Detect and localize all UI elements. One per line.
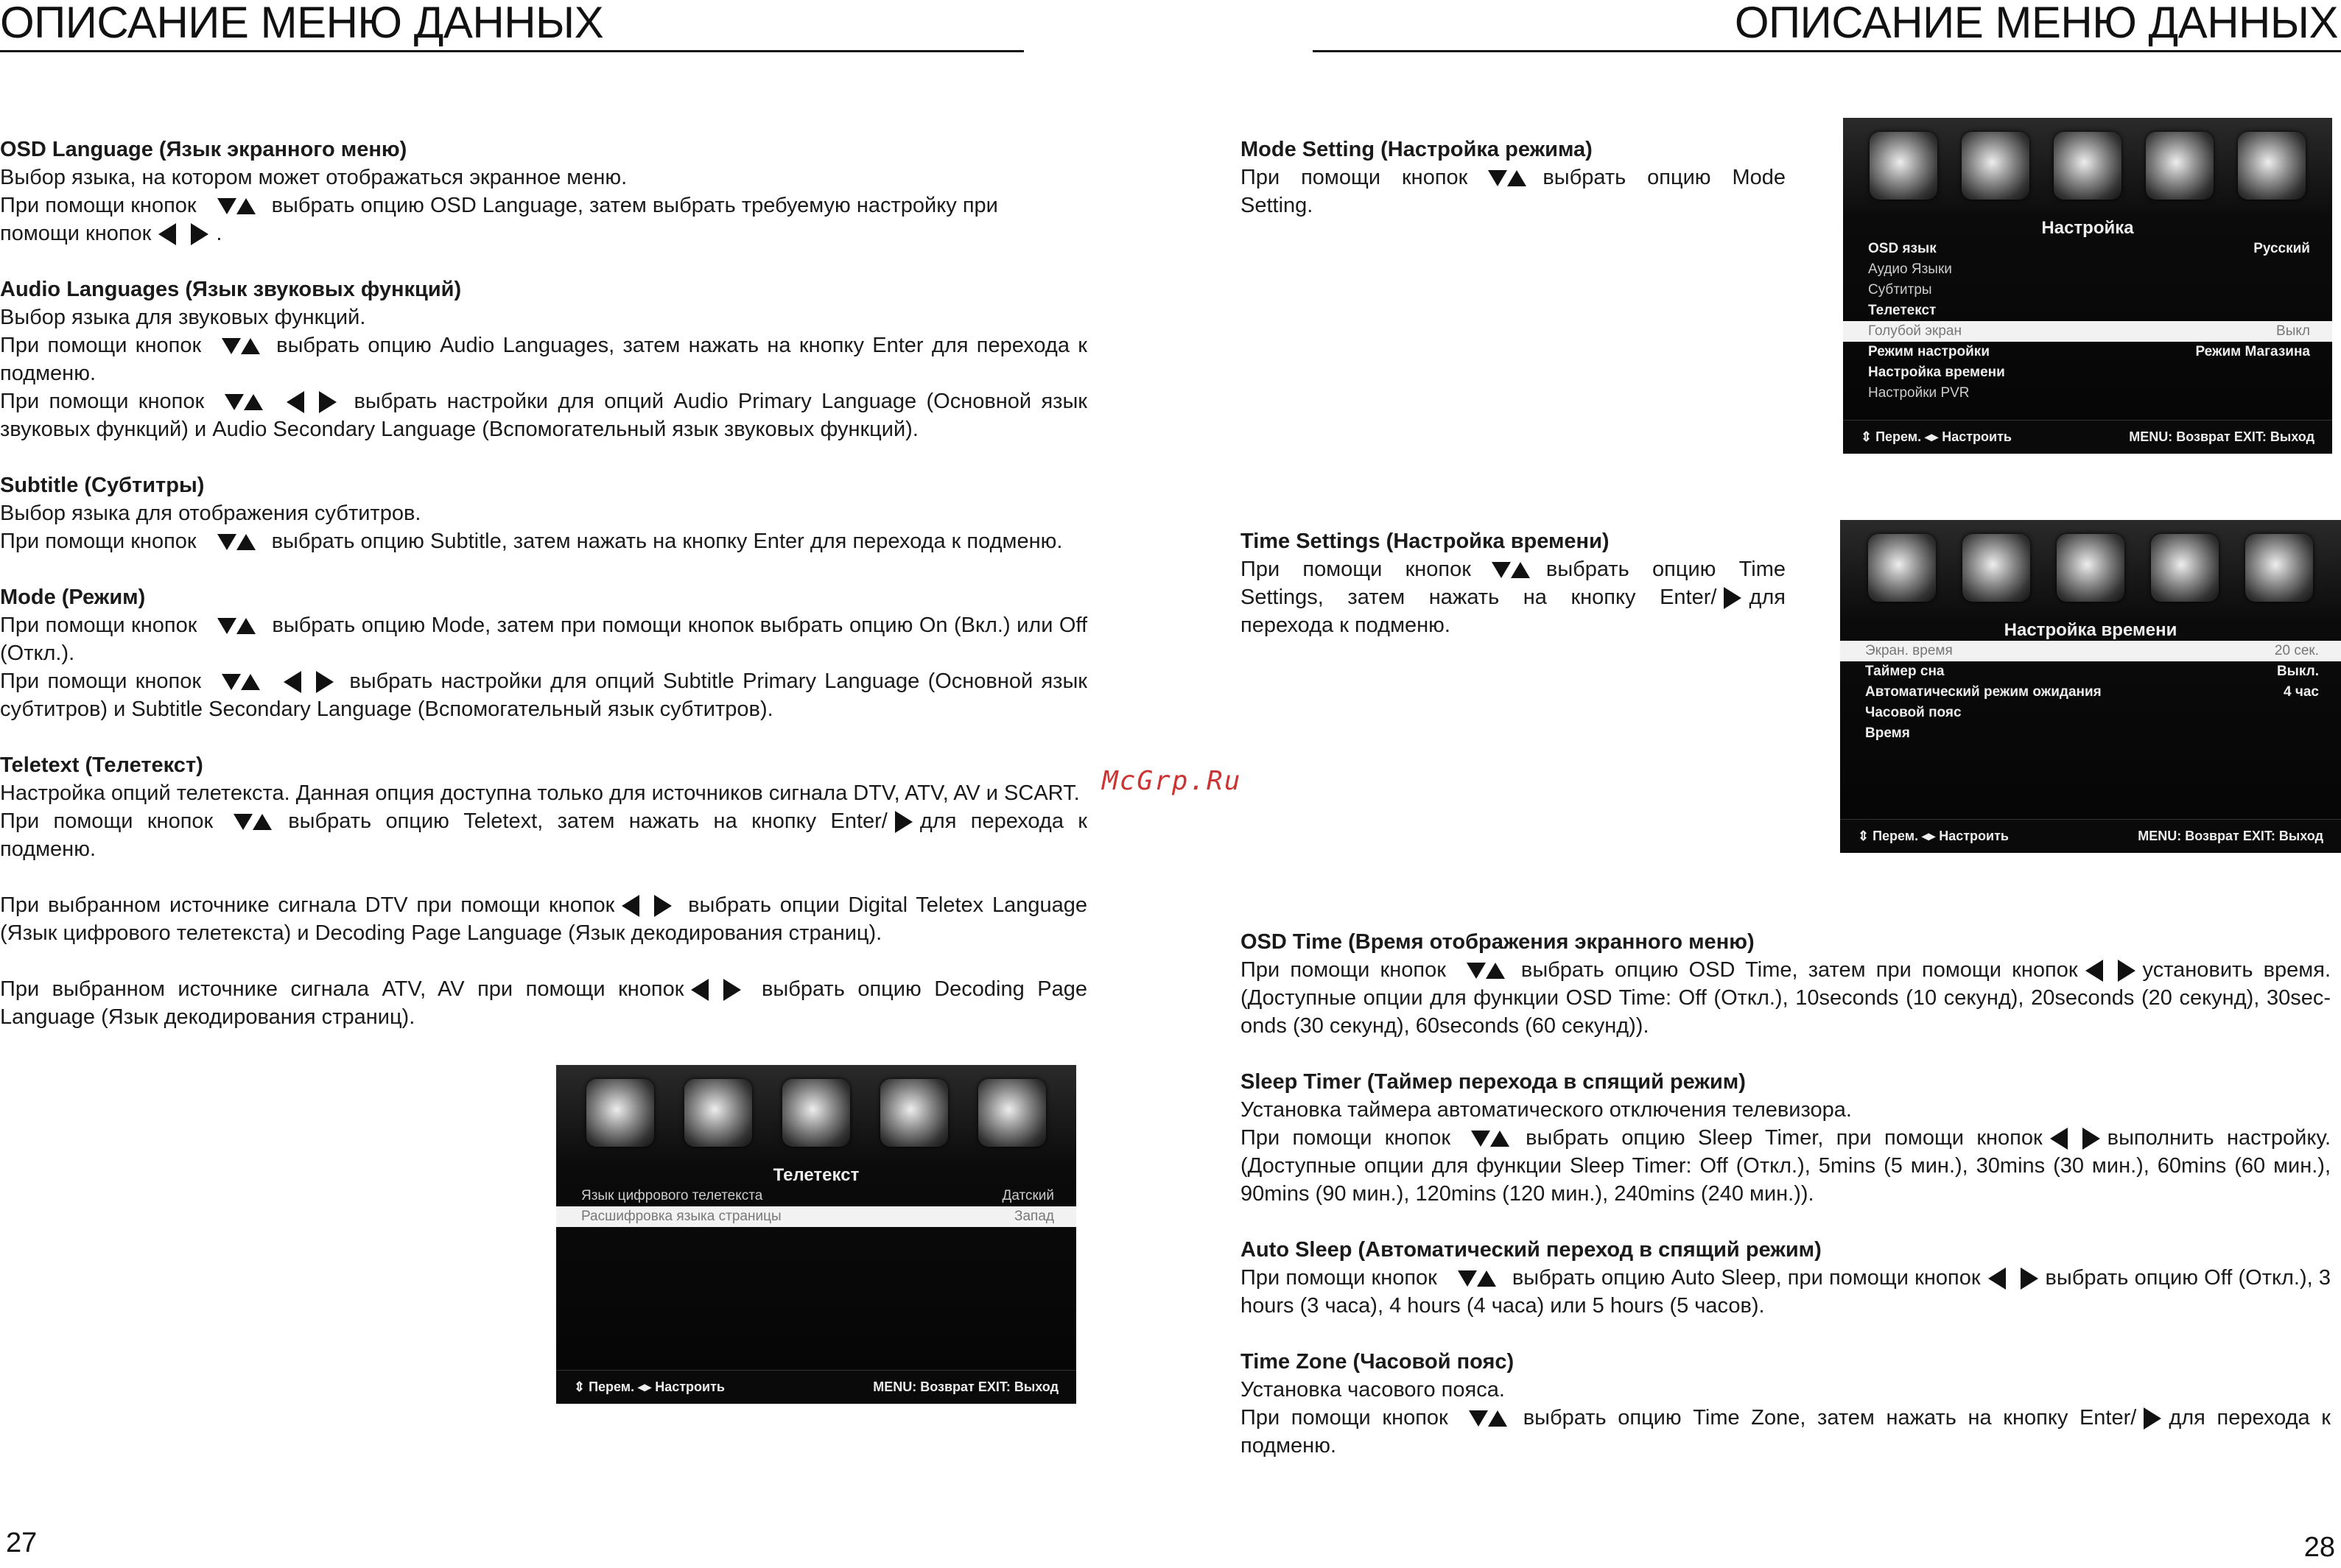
- lock-icon: [880, 1079, 948, 1147]
- up-arrow-icon: [1490, 1131, 1509, 1147]
- gear-icon: [2238, 132, 2306, 200]
- left-arrow-icon: [2050, 1128, 2068, 1150]
- gear-icon: [2245, 534, 2313, 602]
- section-title: Sleep Timer (Таймер перехода в спящий режим): [1240, 1070, 1746, 1094]
- lock-icon: [2146, 132, 2214, 200]
- sound-icon: [1962, 132, 2029, 200]
- text: Настройка опций телетекста. Данная опция доступна только для источников сигнала DTV, ATV, AV и SCART.: [0, 781, 1080, 805]
- right-arrow-icon: [316, 671, 334, 693]
- section-title: OSD Language (Язык экранного меню): [0, 138, 407, 161]
- down-arrow-icon: [1467, 963, 1486, 979]
- down-arrow-icon: [225, 394, 244, 410]
- menu-title: Настройка времени: [2004, 620, 2177, 640]
- up-arrow-icon: [1477, 1270, 1496, 1287]
- menu-title: Настройка: [2041, 218, 2134, 238]
- left-column: [0, 136, 1087, 1059]
- up-arrow-icon: [253, 814, 272, 830]
- left-arrow-icon: [691, 979, 709, 1001]
- menu-row: Аудио Языки: [1868, 261, 1952, 277]
- time-menu-screenshot: [1840, 520, 2341, 853]
- section-title: Subtitle (Субтитры): [0, 474, 205, 497]
- right-arrow-icon: [319, 391, 337, 413]
- watermark: McGrp.Ru: [1102, 766, 1242, 796]
- down-arrow-icon: [1458, 1270, 1477, 1287]
- menu-row: Автоматический режим ожидания 4 час: [1865, 684, 2319, 700]
- page-title-right: ОПИСАНИЕ МЕНЮ ДАННЫХ: [1734, 0, 2338, 47]
- sound-icon: [1962, 534, 2030, 602]
- right-arrow-icon: [2118, 960, 2135, 982]
- menu-footer: ⇕ Перем. ◂▸ Настроить MENU: Возврат EXIT: Выход: [556, 1370, 1076, 1404]
- left-arrow-icon: [1988, 1268, 2006, 1290]
- down-arrow-icon: [1488, 170, 1507, 186]
- teletext-dtv-paragraph: [0, 891, 1087, 947]
- audio-languages-section: [0, 275, 1087, 443]
- channel-icon: [2057, 534, 2124, 602]
- picture-icon: [1868, 534, 1936, 602]
- gear-icon: [978, 1079, 1046, 1147]
- up-arrow-icon: [1488, 1410, 1507, 1427]
- text: При выбранном источнике сигнала ATV, AV при помощи кнопок выбрать опцию Decoding Page Language (Язык декодирования страниц).: [0, 977, 1087, 1029]
- menu-row: Настройка времени: [1868, 365, 2005, 380]
- left-arrow-icon: [2085, 960, 2103, 982]
- lock-icon: [2151, 534, 2219, 602]
- section-title: Mode Setting (Настройка режима): [1240, 138, 1593, 161]
- menu-icon-strip: [1840, 520, 2341, 616]
- header-rule-right: [1313, 50, 2341, 52]
- down-arrow-icon: [217, 618, 236, 634]
- section-title: OSD Time (Время отображения экранного меню): [1240, 930, 1755, 954]
- menu-icon-strip: [1843, 118, 2332, 214]
- down-arrow-icon: [1469, 1410, 1488, 1427]
- menu-icon-strip: [556, 1065, 1076, 1161]
- text: При помощи кнопок выбрать опцию Time Settings, затем нажать на кнопку Enter/ для перехода к подменю.: [1240, 558, 1786, 637]
- text: При помощи кнопок выбрать опцию Subtitle, затем нажать на кнопку Enter для перехода к подменю.: [0, 530, 1063, 553]
- setup-menu-screenshot: [1843, 118, 2332, 454]
- text: Выбор языка для звуковых функций.: [0, 306, 366, 329]
- left-arrow-icon: [622, 895, 639, 917]
- down-arrow-icon: [217, 198, 236, 214]
- up-arrow-icon: [236, 534, 256, 550]
- picture-icon: [1870, 132, 1937, 200]
- text: При помощи кнопок выбрать опцию Teletext, затем нажать на кнопку Enter/ для перехода к подменю.: [0, 809, 1087, 861]
- up-arrow-icon: [1507, 170, 1526, 186]
- right-column-bottom: [1240, 928, 2331, 1488]
- section-title: Teletext (Телетекст): [0, 753, 203, 777]
- text: При помощи кнопок выбрать опцию Auto Sleep, при помощи кнопок выбрать опцию Off (Откл.), 3 hours (3 часа), 4 hours (4 часа) или 5 hours (5 часов).: [1240, 1266, 2331, 1318]
- left-arrow-icon: [158, 223, 176, 245]
- menu-title: Телетекст: [773, 1165, 860, 1185]
- osd-time-section: [1240, 928, 2331, 1040]
- channel-icon: [2054, 132, 2121, 200]
- section-title: Mode (Режим): [0, 586, 146, 609]
- right-arrow-icon: [723, 979, 741, 1001]
- mode-setting-section: [1240, 136, 1786, 219]
- sleep-timer-section: [1240, 1068, 2331, 1208]
- text: При выбранном источнике сигнала DTV при помощи кнопок выбрать опции Digital Teletex Language (Язык цифрового телетекста) и Decoding Page Language (Язык декодирования страниц).: [0, 893, 1087, 945]
- left-arrow-icon: [284, 671, 301, 693]
- up-arrow-icon: [1511, 562, 1530, 578]
- menu-row: OSD язык Русский: [1868, 241, 2310, 256]
- menu-row: Часовой пояс: [1865, 705, 1962, 720]
- text: При помощи кнопок выбрать опцию Mode, затем при помощи кнопок выбрать опцию On (Вкл.) или Off (Откл.).: [0, 614, 1088, 665]
- text: При помощи кнопок выбрать опцию Time Zone, затем нажать на кнопку Enter/ для перехода к подменю.: [1240, 1406, 2331, 1458]
- up-arrow-icon: [241, 674, 260, 690]
- text: Установка часового пояса.: [1240, 1378, 1505, 1402]
- sound-icon: [684, 1079, 752, 1147]
- up-arrow-icon: [1486, 963, 1505, 979]
- auto-sleep-section: [1240, 1236, 2331, 1320]
- up-arrow-icon: [241, 338, 260, 354]
- section-title: Audio Languages (Язык звуковых функций): [0, 278, 462, 301]
- left-arrow-icon: [287, 391, 304, 413]
- menu-row: Субтитры: [1868, 282, 1932, 298]
- teletext-menu-screenshot: [556, 1065, 1076, 1404]
- menu-row: Таймер сна Выкл.: [1865, 664, 2319, 679]
- down-arrow-icon: [217, 534, 236, 550]
- section-title: Time Settings (Настройка времени): [1240, 530, 1610, 553]
- text: При помощи кнопок выбрать опцию Mode Setting.: [1240, 166, 1786, 217]
- channel-icon: [782, 1079, 850, 1147]
- menu-row: Язык цифрового телетекста Датский: [581, 1188, 1054, 1203]
- text: При помощи кнопок выбрать опцию OSD Time, затем при помощи кнопок установить время. (Доступные опции для функции OSD Time: Off (Откл.), 10seconds (10 секунд), 20seconds (20 секунд), 30sec-onds (30 секунд), 60seconds (60 секунд)).: [1240, 958, 2331, 1038]
- right-arrow-icon: [2082, 1128, 2100, 1150]
- down-arrow-icon: [222, 338, 241, 354]
- text: При помощи кнопок выбрать настройки для опций Subtitle Primary Language (Основной язык субтитров) и Subtitle Secondary Language (Вспомогательный язык субтитров).: [0, 669, 1087, 721]
- right-column-top: [1240, 136, 1786, 247]
- section-title: Auto Sleep (Автоматический переход в спящий режим): [1240, 1238, 1822, 1262]
- mode-section: [0, 583, 1087, 723]
- menu-row-selected: Расшифровка языка страницы Запад: [556, 1206, 1076, 1227]
- right-arrow-icon: [654, 895, 672, 917]
- subtitle-section: [0, 471, 1087, 555]
- right-arrow-icon: [2021, 1268, 2038, 1290]
- text: При помощи кнопок выбрать опцию OSD Language, затем выбрать требуемую настройку при: [0, 194, 998, 217]
- down-arrow-icon: [234, 814, 253, 830]
- menu-row: Телетекст: [1868, 303, 1937, 318]
- right-arrow-icon: [895, 811, 913, 833]
- up-arrow-icon: [236, 198, 256, 214]
- text: При помощи кнопок выбрать настройки для опций Audio Primary Language (Основной язык звуковых функций) и Audio Secondary Language (Вспомогательный язык звуковых функций).: [0, 390, 1087, 441]
- right-arrow-icon: [191, 223, 208, 245]
- page-number-right: 28: [2303, 1532, 2335, 1563]
- time-settings-section: [1240, 527, 1786, 639]
- up-arrow-icon: [236, 618, 256, 634]
- menu-row-selected: Голубой экран Выкл: [1843, 321, 2332, 342]
- menu-row: Настройки PVR: [1868, 385, 1970, 401]
- down-arrow-icon: [222, 674, 241, 690]
- right-arrow-icon: [1724, 587, 1741, 609]
- right-arrow-icon: [2144, 1407, 2161, 1430]
- osd-language-section: [0, 136, 1087, 247]
- teletext-atv-paragraph: [0, 975, 1087, 1031]
- text: Установка таймера автоматического отключения телевизора.: [1240, 1098, 1852, 1122]
- header-rule-left: [0, 50, 1024, 52]
- teletext-section: [0, 751, 1087, 863]
- text: помощи кнопок .: [0, 222, 222, 245]
- time-zone-section: [1240, 1348, 2331, 1460]
- up-arrow-icon: [244, 394, 263, 410]
- text: При помощи кнопок выбрать опцию Sleep Timer, при помощи кнопок выполнить настройку. (Доступные опции для функции Sleep Timer: Off (Откл.), 5mins (5 мин.), 30mins (30 мин.), 60mins (60 мин.), 90mins (90 мин.), 120mins (120 мин.), 240mins (240 мин.)).: [1240, 1126, 2331, 1206]
- menu-footer: ⇕ Перем. ◂▸ Настроить MENU: Возврат EXIT: Выход: [1840, 819, 2341, 853]
- menu-row-selected: Экран. время 20 сек.: [1840, 641, 2341, 661]
- text: Выбор языка для отображения субтитров.: [0, 502, 421, 525]
- text: Выбор языка, на котором может отображаться экранное меню.: [0, 166, 628, 189]
- down-arrow-icon: [1471, 1131, 1490, 1147]
- picture-icon: [586, 1079, 654, 1147]
- menu-row: Режим настройки Режим Магазина: [1868, 344, 2310, 359]
- menu-footer: ⇕ Перем. ◂▸ Настроить MENU: Возврат EXIT: Выход: [1843, 420, 2332, 454]
- page-title-left: ОПИСАНИЕ МЕНЮ ДАННЫХ: [0, 0, 604, 47]
- right-column-time: [1240, 527, 1786, 667]
- page-number-left: 27: [6, 1527, 38, 1558]
- section-title: Time Zone (Часовой пояс): [1240, 1350, 1515, 1374]
- down-arrow-icon: [1492, 562, 1511, 578]
- text: При помощи кнопок выбрать опцию Audio Languages, затем нажать на кнопку Enter для перехода к подменю.: [0, 334, 1087, 385]
- menu-row: Время: [1865, 725, 1910, 741]
